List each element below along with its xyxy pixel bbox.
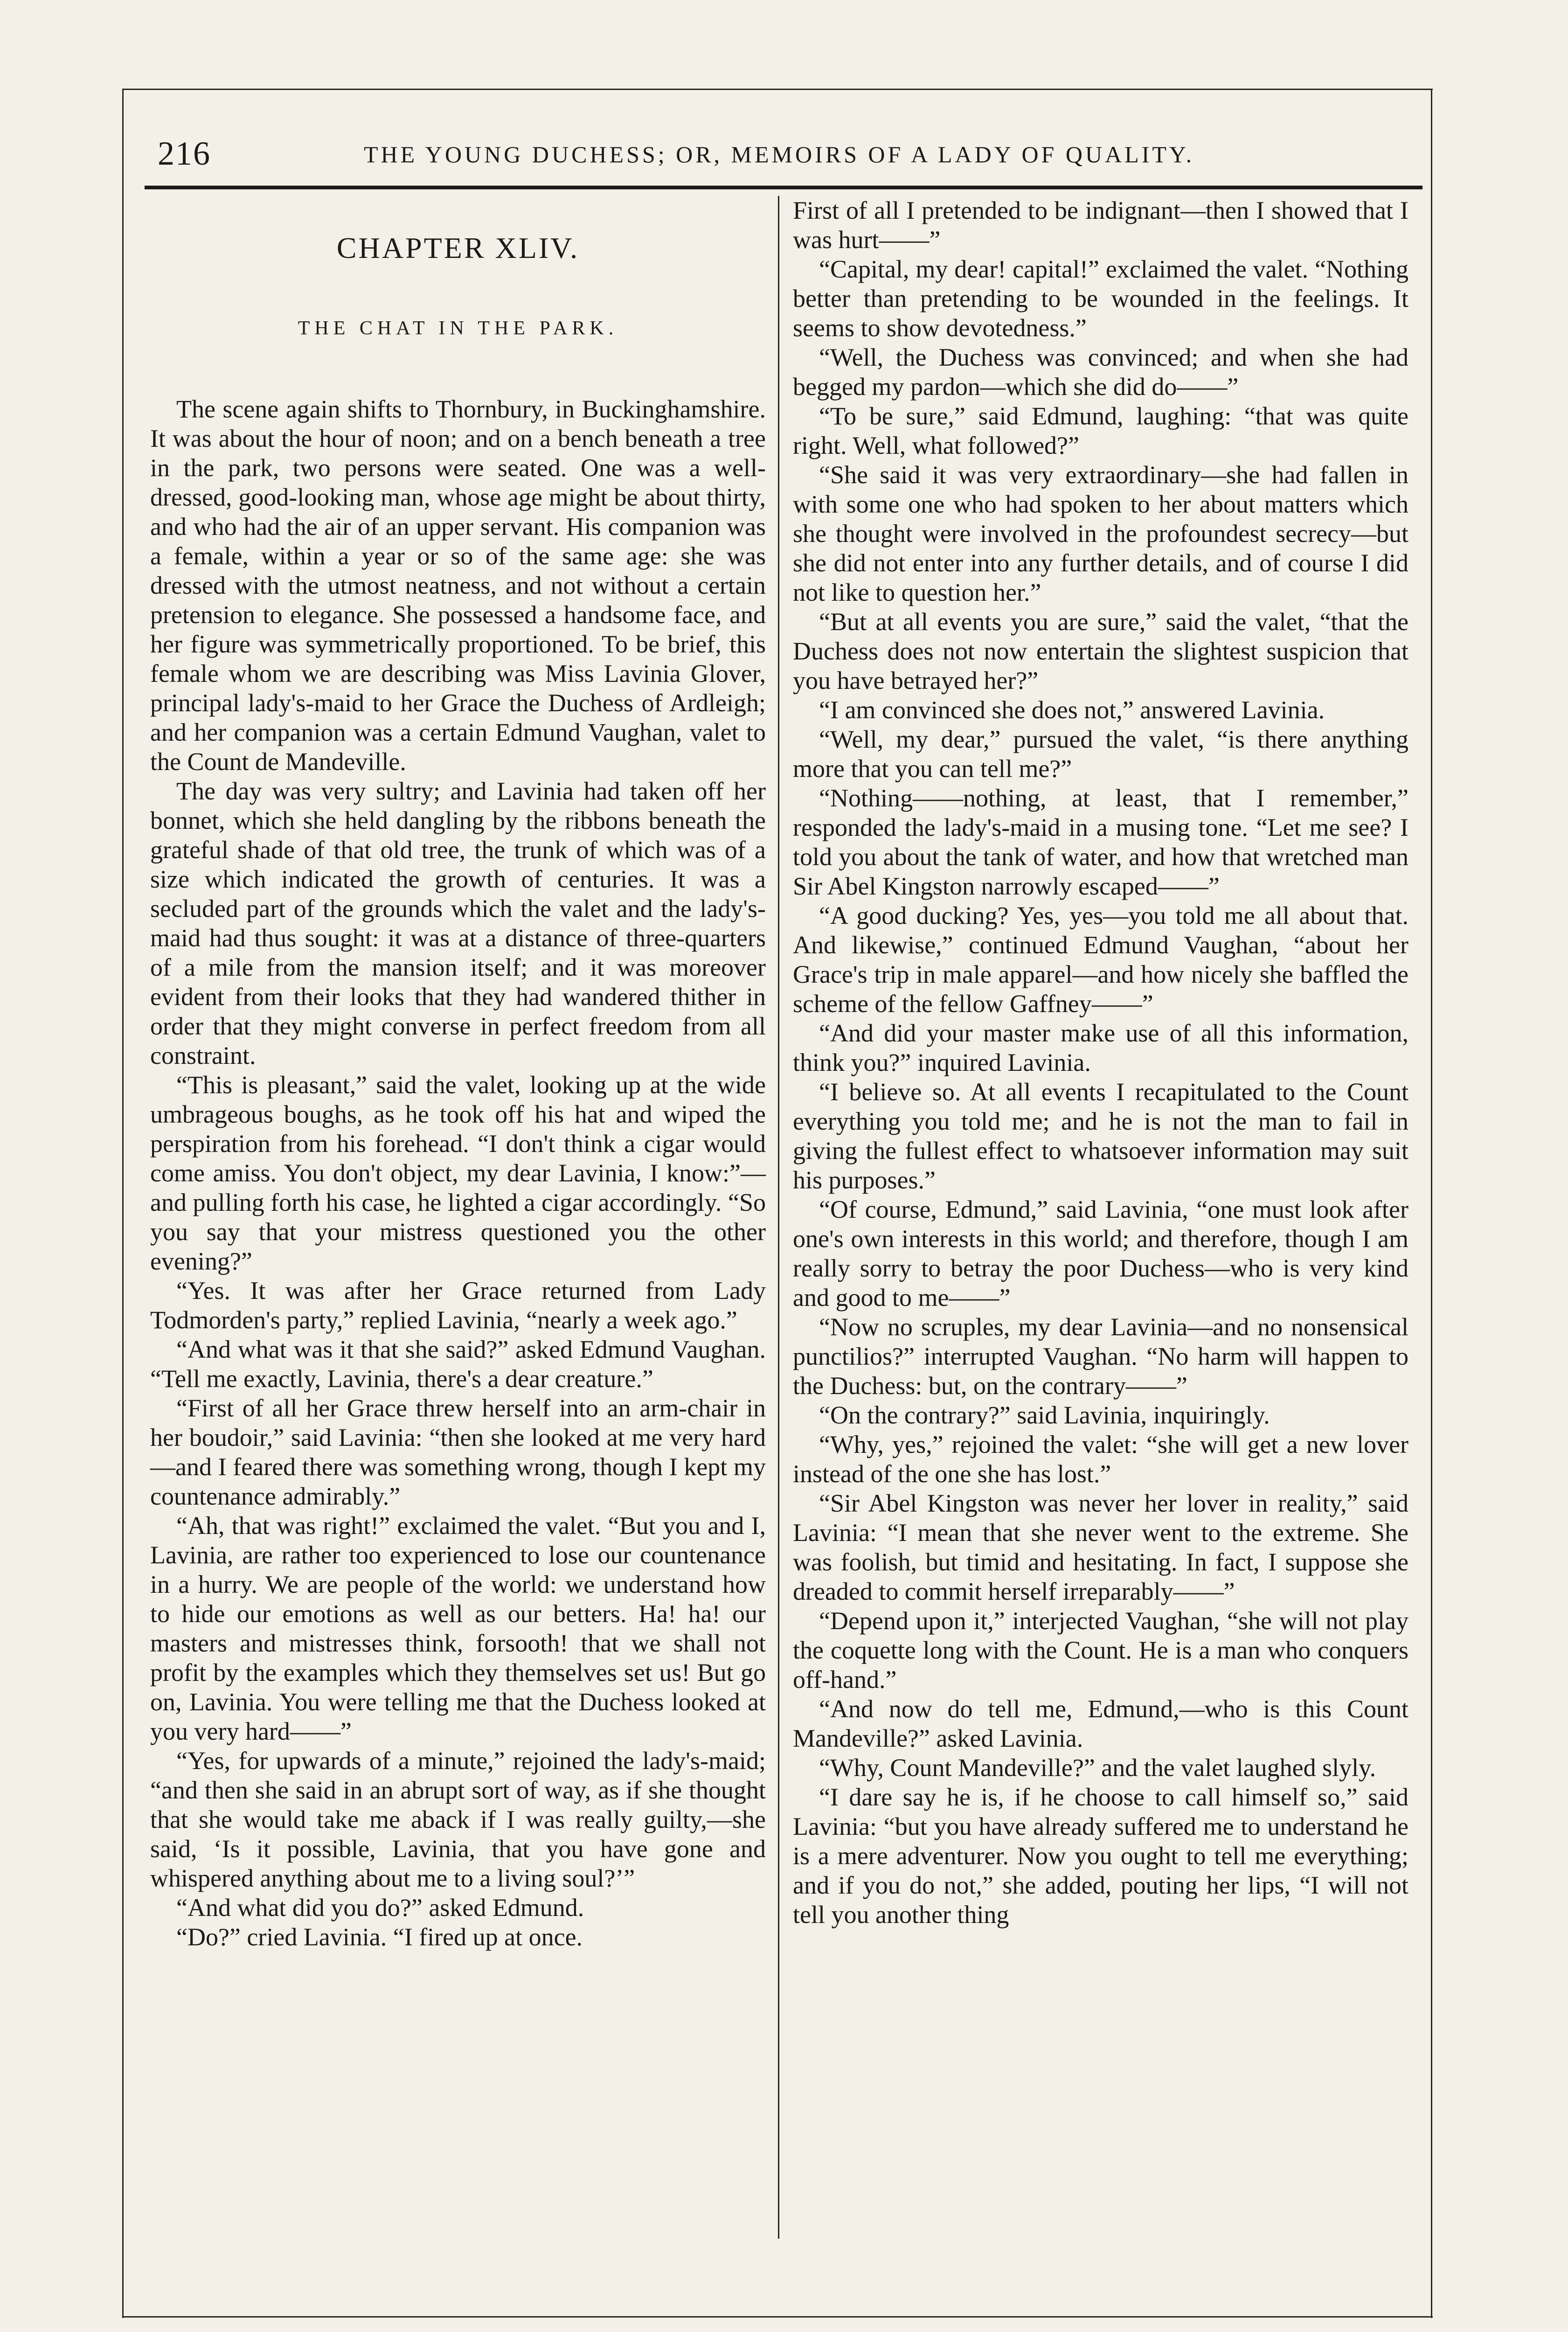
paragraph: “But at all events you are sure,” said the valet, “that the Duchess does not now entertain the slightest suspicion that you have betrayed her?” xyxy=(793,608,1408,694)
paragraph: “On the contrary?” said Lavinia, inquiringly. xyxy=(819,1401,1270,1429)
paragraph: “Why, yes,” rejoined the valet: “she will get a new lover instead of the one she has lost.” xyxy=(793,1430,1408,1488)
paragraph: “First of all her Grace threw herself into an arm-chair in her boudoir,” said Lavinia: “then she looked at me very hard—and I feared there was something wrong, though I kept my countenance admirably.” xyxy=(150,1394,766,1510)
paragraph: “Nothing——nothing, at least, that I remember,” responded the lady's-maid in a musing tone. “Let me see? I told you about the tank of water, and how that wretched man Sir Abel Kingston narrowly escaped——” xyxy=(793,784,1408,900)
header-rule xyxy=(145,186,1422,189)
right-column xyxy=(793,196,1408,1929)
paragraph: “A good ducking? Yes, yes—you told me all about that. And likewise,” continued Edmund Vaughan, “about her Grace's trip in male apparel—and how nicely she baffled the scheme of the fellow Gaffney——” xyxy=(793,902,1408,1018)
paragraph: “I am convinced she does not,” answered Lavinia. xyxy=(819,696,1325,724)
paragraph: “And now do tell me, Edmund,—who is this Count Mandeville?” asked Lavinia. xyxy=(793,1695,1408,1752)
paragraph: “Of course, Edmund,” said Lavinia, “one must look after one's own interests in this world; and therefore, though I am really sorry to betray the poor Duchess—who is very kind and good to me——” xyxy=(793,1195,1408,1312)
page-number: 216 xyxy=(158,135,211,172)
paragraph: “Do?” cried Lavinia. “I fired up at once. xyxy=(176,1923,583,1951)
paragraph: The scene again shifts to Thornbury, in Buckinghamshire. It was about the hour of noon; and on a bench beneath a tree in the park, two persons were seated. One was a well-dressed, good-looking man, whose age might be about thirty, and who had the air of an upper servant. His companion was a female, within a year or so of the same age: she was dressed with the utmost neatness, and not without a certain pretension to elegance. She possessed a handsome face, and her figure was symmetrically proportioned. To be brief, this female whom we are describing was Miss Lavinia Glover, principal lady's-maid to her Grace the Duchess of Ardleigh; and her companion was a certain Edmund Vaughan, valet to the Count de Mandeville. xyxy=(150,395,766,776)
paragraph: First of all I pretended to be indignant—then I showed that I was hurt——” xyxy=(793,196,1408,254)
paragraph: “This is pleasant,” said the valet, looking up at the wide umbrageous boughs, as he took off his hat and wiped the perspiration from his forehead. “I don't think a cigar would come amiss. You don't object, my dear Lavinia, I know:”—and pulling forth his case, he lighted a cigar accordingly. “So you say that your mistress questioned you the other evening?” xyxy=(150,1071,766,1275)
paragraph: “And what did you do?” asked Edmund. xyxy=(176,1894,584,1922)
paragraph: “She said it was very extraordinary—she had fallen in with some one who had spoken to her about matters which she thought were involved in the profoundest secrecy—but she did not enter into any further details, and of course I did not like to question her.” xyxy=(793,461,1408,606)
paragraph: The day was very sultry; and Lavinia had taken off her bonnet, which she held dangling by the ribbons beneath the grateful shade of that old tree, the trunk of which was of a size which indicated the growth of centuries. It was a secluded part of the grounds which the valet and the lady's-maid had thus sought: it was at a distance of three-quarters of a mile from the mansion itself; and it was moreover evident from their looks that they had wandered thither in order that they might converse in perfect freedom from all constraint. xyxy=(150,777,766,1069)
paragraph: “Well, my dear,” pursued the valet, “is there anything more that you can tell me?” xyxy=(793,725,1408,783)
paragraph: “Depend upon it,” interjected Vaughan, “she will not play the coquette long with the Count. He is a man who conquers off-hand.” xyxy=(793,1607,1408,1693)
frame-left-rule xyxy=(122,89,124,2318)
paragraph: “I believe so. At all events I recapitulated to the Count everything you told me; and he is not the man to fail in giving the fullest effect to whatsoever information may suit his purposes.” xyxy=(793,1078,1408,1194)
left-column xyxy=(150,196,766,1952)
frame-right-rule xyxy=(1431,89,1432,2318)
paragraph: “Yes, for upwards of a minute,” rejoined the lady's-maid; “and then she said in an abrupt sort of way, as if she thought that she would take me aback if I was really guilty,—she said, ‘Is it possible, Lavinia, that you have gone and whispered anything about me to a living soul?’” xyxy=(150,1747,766,1892)
paragraph: “And what was it that she said?” asked Edmund Vaughan. “Tell me exactly, Lavinia, there's a dear creature.” xyxy=(150,1335,766,1393)
paragraph: “I dare say he is, if he choose to call himself so,” said Lavinia: “but you have already suffered me to understand he is a mere adventurer. Now you ought to tell me everything; and if you do not,” she added, pouting her lips, “I will not tell you another thing xyxy=(793,1783,1408,1929)
frame-bottom-rule xyxy=(122,2316,1433,2318)
chapter-title: CHAPTER XLIV. xyxy=(336,231,580,264)
page-header xyxy=(135,131,1413,182)
paragraph: “Yes. It was after her Grace returned from Lady Todmorden's party,” replied Lavinia, “nearly a week ago.” xyxy=(150,1277,766,1334)
running-head: THE YOUNG DUCHESS; OR, MEMOIRS OF A LADY OF QUALITY. xyxy=(364,141,1195,167)
paragraph: “Well, the Duchess was convinced; and when she had begged my pardon—which she did do——” xyxy=(793,343,1408,401)
paragraph: “Sir Abel Kingston was never her lover in reality,” said Lavinia: “I mean that she never went to the extreme. She was foolish, but timid and hesitating. In fact, I suppose she dreaded to commit herself irreparably——” xyxy=(793,1489,1408,1605)
paragraph: “To be sure,” said Edmund, laughing: “that was quite right. Well, what followed?” xyxy=(793,402,1408,459)
paragraph: “Why, Count Mandeville?” and the valet laughed slyly. xyxy=(819,1754,1376,1782)
paragraph: “Ah, that was right!” exclaimed the valet. “But you and I, Lavinia, are rather too experienced to lose our countenance in a hurry. We are people of the world: we understand how to hide our emotions as well as our betters. Ha! ha! our masters and mistresses think, forsooth! that we shall not profit by the examples which they themselves set us! But go on, Lavinia. You were telling me that the Duchess looked at you very hard——” xyxy=(150,1512,766,1745)
chapter-subtitle: THE CHAT IN THE PARK. xyxy=(298,318,618,339)
paragraph: “Capital, my dear! capital!” exclaimed the valet. “Nothing better than pretending to be wounded in the feelings. It seems to show devotedness.” xyxy=(793,255,1408,342)
paragraph: “Now no scruples, my dear Lavinia—and no nonsensical punctilios?” interrupted Vaughan. “No harm will happen to the Duchess: but, on the contrary——” xyxy=(793,1313,1408,1400)
paragraph: “And did your master make use of all this information, think you?” inquired Lavinia. xyxy=(793,1019,1408,1076)
column-divider xyxy=(778,196,779,2239)
frame-top-rule xyxy=(122,89,1433,90)
